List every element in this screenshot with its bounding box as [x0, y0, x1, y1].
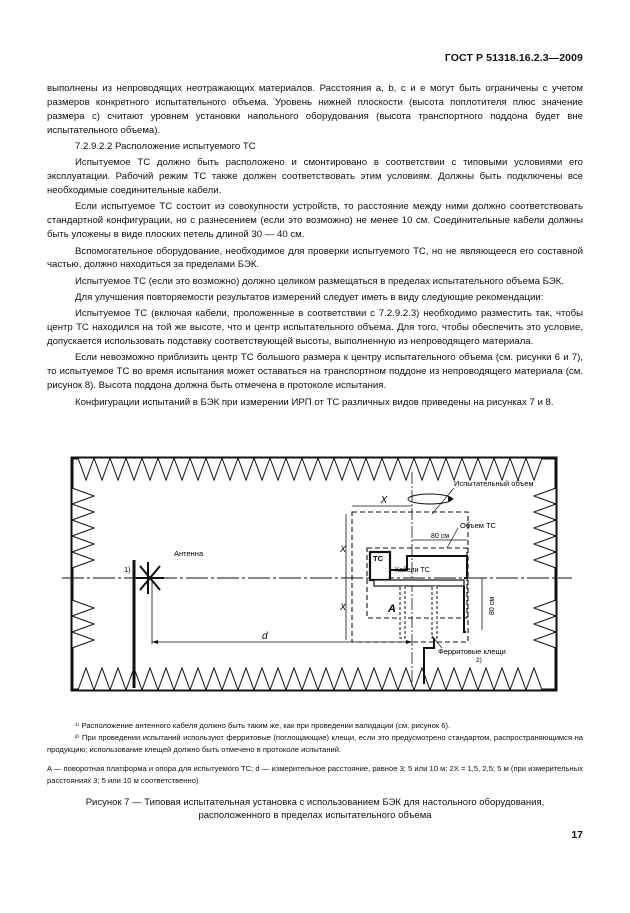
absorber-cone — [430, 668, 446, 690]
absorber-cone — [110, 668, 126, 690]
paragraph: Для улучшения повторяемости результатов измерений следует иметь в виду следующие рекомендации: — [75, 292, 544, 304]
cable-loop — [400, 586, 466, 684]
arrow-head — [152, 640, 158, 644]
absorber-cone — [494, 668, 510, 690]
x-label-top: X — [380, 495, 388, 506]
eut-label: ТС — [373, 554, 383, 563]
absorber-cone — [238, 668, 254, 690]
absorber-cone — [526, 668, 542, 690]
absorber-cone — [414, 458, 430, 480]
absorber-cone — [534, 616, 556, 632]
note1-marker: 1) — [124, 565, 131, 574]
absorber-cone — [534, 504, 556, 520]
absorber-cone — [318, 668, 334, 690]
eut-volume-label: Объем ТС — [460, 521, 496, 530]
absorber-cone — [334, 668, 350, 690]
paragraph: Испытуемое ТС должно быть расположено и смонтировано в соответствии с типовыми условиями его эксплуатации. Рабочий режим ТС также должен соответствовать этим условиям. Должны быть подключены все необходимые соединительные кабели. — [47, 157, 583, 197]
paragraph: выполнены из непроводящих неотражающих материалов. Расстояния a, b, c и e могут быть ограничены с учетом размеров конкретного испытательного объема. Уровень нижней плоскости (высота поплотителя плюс значение размера c) считают уровнем установки напольного оборудования (высота транспортного поддона будет вне испытательного объема). — [47, 83, 583, 136]
absorber-cone — [494, 458, 510, 480]
body-text — [47, 82, 583, 412]
absorber-cone — [72, 520, 94, 536]
absorber-cone — [206, 668, 222, 690]
paragraph: Вспомогательное оборудование, необходимое для проверки испытуемого ТС, но не являющееся его составной частью, должно находиться за пределами БЭК. — [47, 245, 583, 271]
absorber-cone — [254, 668, 270, 690]
absorber-cone — [350, 458, 366, 480]
footnote-1: ¹⁾ Расположение антенного кабеля должно быть таким же, как при проведении валидации (см. рисунок 6). — [75, 721, 451, 730]
absorber-cone — [72, 552, 94, 568]
absorber-cone — [72, 504, 94, 520]
absorber-cone — [142, 458, 158, 480]
paragraph: Если испытуемое ТС состоит из совокупности устройств, то расстояние между ними должно соответствовать стандартной конфигурации, но с разнесением (если это возможно) не менее 10 см. Соединительные кабели должны быть уложены в виде плоских петель длиной 30 — 40 см. — [47, 201, 583, 241]
absorber-cone — [222, 458, 238, 480]
absorber-cone — [446, 668, 462, 690]
arrow-head — [406, 640, 412, 644]
absorber-cone — [72, 616, 94, 632]
absorber-cone — [350, 668, 366, 690]
absorber-cone — [238, 458, 254, 480]
cables-label: Кабели ТС — [395, 567, 430, 574]
absorber-cone — [382, 458, 398, 480]
absorber-cone — [222, 668, 238, 690]
figure-notes — [47, 720, 583, 787]
absorber-cone — [286, 668, 302, 690]
absorber-cone — [478, 458, 494, 480]
absorber-cone — [478, 668, 494, 690]
x-label-lower: X — [340, 602, 347, 612]
figure-caption — [47, 796, 583, 822]
test-setup-figure — [62, 452, 572, 696]
absorber-cone — [302, 458, 318, 480]
absorber-cone — [534, 552, 556, 568]
absorber-cone — [414, 668, 430, 690]
platform — [374, 580, 464, 586]
dimension-80-label-v: 80 см — [489, 596, 496, 616]
absorber-cone — [510, 668, 526, 690]
antenna-icon — [134, 560, 164, 688]
absorber-cone — [270, 458, 286, 480]
caption-line-2: расположенного в пределах испытательного объема — [198, 810, 432, 821]
standard-header: ГОСТ Р 51318.16.2.3—2009 — [444, 52, 583, 64]
absorber-cone — [462, 458, 478, 480]
caption-line-1: Рисунок 7 — Типовая испытательная установка с использованием БЭК для настольного оборудования, — [85, 797, 545, 808]
absorber-cone — [72, 488, 94, 504]
distance-d-label: d — [262, 631, 268, 642]
absorber-cone — [382, 668, 398, 690]
x-label-upper: X — [340, 544, 347, 554]
absorber-cone — [334, 458, 350, 480]
absorber-cone — [72, 600, 94, 616]
antenna-label: Антенна — [174, 549, 204, 558]
section-heading: 7.2.9.2.2 Расположение испытуемого ТС — [75, 141, 256, 153]
platform-a-label: A — [388, 603, 396, 615]
absorber-cone — [366, 668, 382, 690]
absorber-cone — [254, 458, 270, 480]
absorber-cone — [72, 632, 94, 648]
absorber-cone — [158, 458, 174, 480]
absorber-cone — [366, 458, 382, 480]
footnote-2: ²⁾ При проведении испытаний используют ферритовые (поглощающие) клещи, если это предусмотрено стандартом, распространяющимся на продукцию; использование клещей должно быть отмечено в протоколе испытаний. — [47, 732, 583, 754]
absorber-cone — [142, 668, 158, 690]
absorber-cone — [206, 458, 222, 480]
absorber-cone — [270, 668, 286, 690]
dimension-80-label-h: 80 см — [430, 533, 450, 540]
absorber-cone — [534, 600, 556, 616]
page-number: 17 — [571, 829, 583, 841]
absorber-cone — [318, 458, 334, 480]
absorber-cone — [78, 458, 94, 480]
absorber-cone — [534, 520, 556, 536]
absorber-cone — [510, 458, 526, 480]
absorber-cone — [286, 458, 302, 480]
paragraph: Испытуемое ТС (включая кабели, проложенные в соответствии с 7.2.9.2.3) необходимо разместить так, чтобы центр ТС находился на той же высоте, что и центр испытательного объема. Для того, чтобы обеспечить это условие, допускается использовать подставку соответствующей высоты, выполненную из непроводящего материала. — [47, 308, 583, 348]
absorber-cone — [158, 668, 174, 690]
absorber-cone — [174, 458, 190, 480]
paragraph: Испытуемое ТС (если это возможно) должно целиком размещаться в пределах испытательного объема БЭК. — [75, 275, 564, 287]
absorber-cone — [446, 458, 462, 480]
absorber-cone — [190, 458, 206, 480]
absorber-cone — [110, 458, 126, 480]
absorber-cone — [534, 488, 556, 504]
test-volume-label: Испытательный объем — [454, 479, 534, 488]
absorber-cone — [126, 458, 142, 480]
paragraph: Конфигурации испытаний в БЭК при измерении ИРП от ТС различных видов приведены на рисунках 7 и 8. — [75, 396, 554, 408]
absorber-cone — [534, 632, 556, 648]
legend-note: A — поворотная платформа и опора для испытуемого ТС; d — измерительное расстояние, равное 3; 5 или 10 м; 2X = 1,5, 2,5; 5 м (при измерительных расстояниях 3; 5 или 10 м соответственно) — [47, 764, 583, 786]
absorber-cone — [430, 458, 446, 480]
absorber-cone — [302, 668, 318, 690]
paragraph: Если невозможно приблизить центр ТС большого размера к центру испытательного объема (см. рисунки 6 и 7), то испытуемое ТС во время испытания может оставаться на транспортном поддоне из непроводящего материала (см. рисунок 8). Высота поддона должна быть отмечена в протоколе испытания. — [47, 352, 583, 392]
absorber-cone — [462, 668, 478, 690]
clamps-label: Ферритовые клещи — [438, 647, 506, 656]
absorber-cone — [190, 668, 206, 690]
absorber-cone — [94, 668, 110, 690]
absorber-cone — [78, 668, 94, 690]
absorber-cone — [174, 668, 190, 690]
absorber-cone — [72, 536, 94, 552]
absorber-cone — [534, 536, 556, 552]
absorber-cone — [526, 458, 542, 480]
clamps-note-marker: 2) — [476, 657, 482, 664]
rotation-arrow — [408, 494, 452, 504]
absorber-cone — [94, 458, 110, 480]
